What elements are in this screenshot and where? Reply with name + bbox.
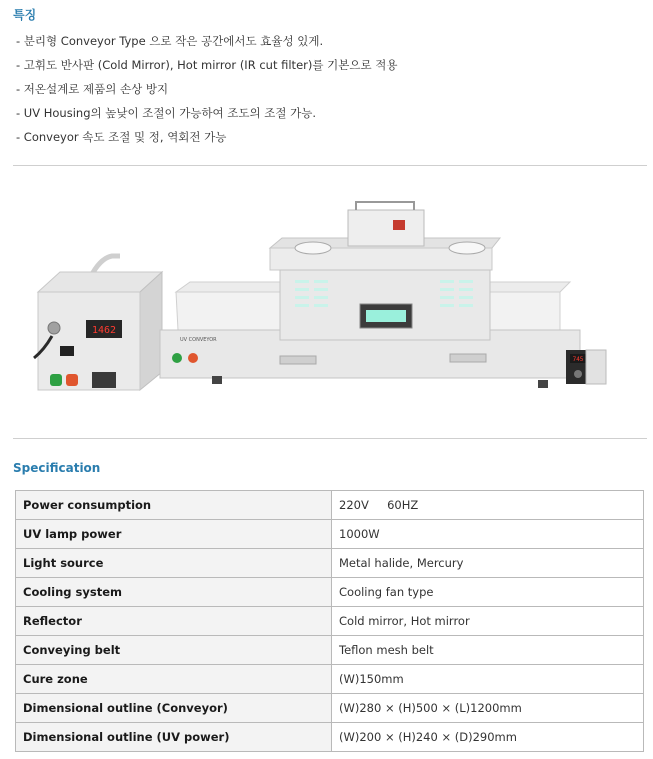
spec-key: Reflector: [16, 607, 332, 636]
divider: [13, 165, 647, 166]
spec-key: Light source: [16, 549, 332, 578]
spec-value: Teflon mesh belt: [332, 636, 644, 665]
feature-item: - Conveyor 속도 조절 및 정, 역회전 가능: [16, 130, 227, 144]
table-row: [16, 723, 644, 752]
spec-value: 1000W: [332, 520, 644, 549]
specification-table: [15, 490, 644, 752]
spec-key: Power consumption: [16, 491, 332, 520]
spec-key: UV lamp power: [16, 520, 332, 549]
spec-value: 220V 60HZ: [332, 491, 644, 520]
table-row: [16, 549, 644, 578]
power-supply-box: [34, 256, 162, 390]
divider: [13, 438, 647, 439]
table-row: [16, 636, 644, 665]
spec-key: Cure zone: [16, 665, 332, 694]
spec-value: (W)200 × (H)240 × (D)290mm: [332, 723, 644, 752]
table-row: [16, 694, 644, 723]
spec-key: Dimensional outline (UV power): [16, 723, 332, 752]
feature-item: - 분리형 Conveyor Type 으로 작은 공간에서도 효율성 있게.: [16, 34, 324, 48]
uv-housing: [270, 202, 500, 340]
table-row: [16, 665, 644, 694]
table-row: [16, 578, 644, 607]
feature-item: - UV Housing의 높낮이 조절이 가능하여 조도의 조절 가능.: [16, 106, 317, 120]
spec-key: Cooling system: [16, 578, 332, 607]
table-row: [16, 520, 644, 549]
conveyor-label: UV CONVEYOR: [180, 337, 217, 343]
spec-value: (W)150mm: [332, 665, 644, 694]
spec-key: Conveying belt: [16, 636, 332, 665]
features-title: 특징: [13, 8, 37, 22]
spec-value: (W)280 × (H)500 × (L)1200mm: [332, 694, 644, 723]
table-row: [16, 491, 644, 520]
power-box-display-text: 1462: [91, 325, 117, 336]
specification-title: Specification: [13, 461, 101, 475]
uv-conveyor-photo: [30, 200, 620, 415]
feature-item: - 저온설계로 제품의 손상 방지: [16, 82, 169, 96]
speed-display-text: 745: [572, 356, 584, 363]
spec-value: Cooling fan type: [332, 578, 644, 607]
table-row: [16, 607, 644, 636]
spec-value: Cold mirror, Hot mirror: [332, 607, 644, 636]
feature-item: - 고휘도 반사판 (Cold Mirror), Hot mirror (IR cut filter)를 기본으로 적용: [16, 58, 398, 72]
spec-key: Dimensional outline (Conveyor): [16, 694, 332, 723]
spec-value: Metal halide, Mercury: [332, 549, 644, 578]
features-list: [16, 29, 397, 149]
